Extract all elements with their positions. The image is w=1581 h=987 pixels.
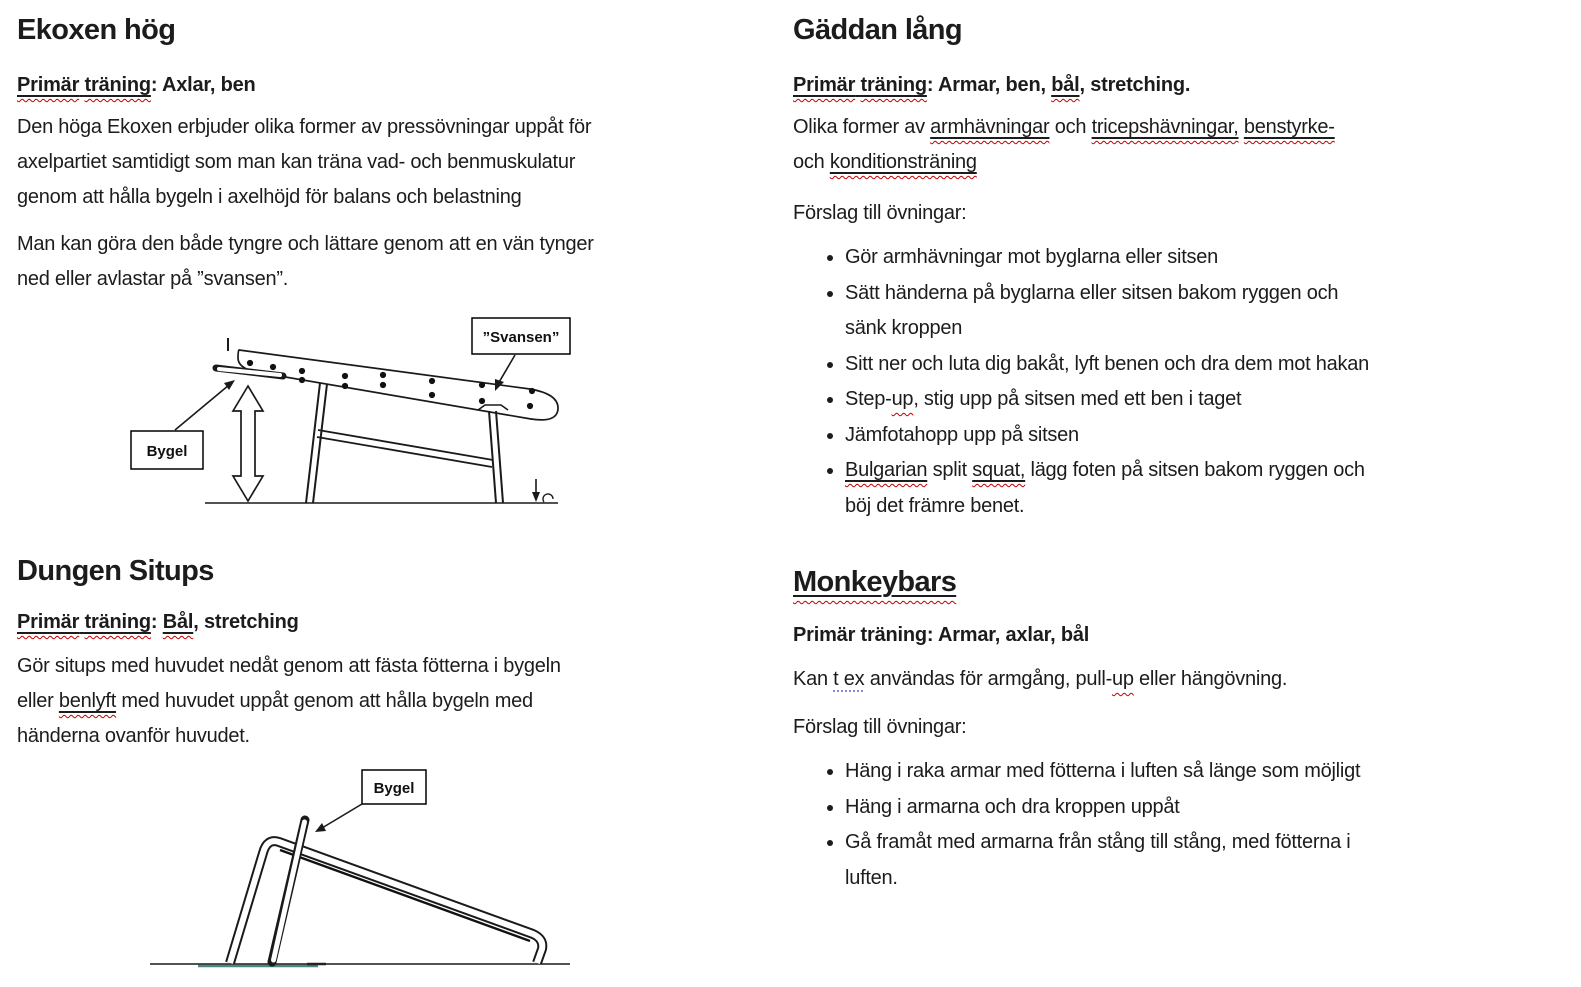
text-run: eller	[17, 690, 59, 712]
left-column	[17, 0, 762, 987]
text-line: sänk kroppen	[845, 317, 963, 339]
text-line: Häng i armarna och dra kroppen uppåt	[845, 795, 1180, 818]
section-title-ekoxen: Ekoxen hög	[17, 14, 176, 46]
underlined-term	[830, 151, 977, 173]
section-title-gaddan: Gäddan lång	[793, 14, 963, 46]
misspelled-word: tricepshävningar,	[1091, 116, 1239, 138]
misspelled-word: Primär	[793, 74, 856, 96]
section-title-monkeybars	[793, 564, 956, 600]
gaddan-exercise-list	[793, 240, 1563, 524]
list-item	[845, 276, 1563, 347]
gaddan-primary-training	[793, 72, 1563, 98]
text-line: luften.	[845, 866, 898, 889]
text-run: användas för armgång, pull-	[864, 668, 1112, 690]
dungen-diagram	[150, 762, 650, 987]
height-adjust-arrow-icon	[233, 386, 263, 501]
underlined-term	[1092, 116, 1239, 138]
monkeybars-exercise-intro: Förslag till övningar:	[793, 716, 967, 738]
list-item	[845, 382, 1563, 418]
misspelled-word: up	[1112, 668, 1134, 690]
separator: :	[150, 611, 163, 633]
text-run: , stig upp på sitsen med ett ben i taget	[913, 388, 1242, 410]
training-targets: : Armar, ben,	[926, 74, 1052, 96]
list-item	[845, 240, 1563, 276]
text-line: händerna ovanför huvudet.	[17, 725, 250, 747]
misspelled-word: Bål	[162, 611, 194, 633]
list-item	[845, 790, 1563, 826]
underlined-term	[17, 611, 151, 633]
monkeybars-primary-training: Primär träning: Armar, axlar, bål	[793, 624, 1090, 646]
ekoxen-paragraph-1	[17, 110, 762, 215]
misspelled-word: bål	[1051, 74, 1080, 96]
text-line: Sätt händerna på byglarna eller sitsen bakom ryggen och	[845, 281, 1339, 304]
text-line: Jämfotahopp upp på sitsen	[845, 423, 1079, 446]
underlined-term	[793, 74, 927, 96]
text-run: med huvudet uppåt genom att hålla bygeln med	[116, 690, 533, 712]
beam	[238, 350, 558, 420]
gaddan-paragraph	[793, 110, 1563, 180]
training-targets: , stretching.	[1079, 74, 1191, 96]
grammar-flagged-word: t ex	[833, 668, 865, 690]
list-item	[845, 347, 1563, 383]
text-run: lägg foten på sitsen bakom ryggen och	[1025, 459, 1365, 481]
text-line: axelpartiet samtidigt som man kan träna vad- och benmuskulatur	[17, 151, 576, 173]
bygel-label: Bygel	[146, 443, 188, 460]
svansen-label: ”Svansen”	[482, 329, 560, 346]
leg-brace	[317, 430, 493, 467]
misspelled-word: armhävningar	[930, 116, 1050, 138]
misspelled-word: Primär	[17, 74, 80, 96]
text-line: Gör armhävningar mot byglarna eller sitsen	[845, 246, 1219, 268]
text-run: och	[1049, 116, 1092, 138]
underlined-term	[17, 74, 151, 96]
small-down-arrowhead	[532, 492, 540, 502]
misspelled-word: up	[891, 388, 914, 410]
dungen-paragraph	[17, 649, 762, 754]
dungen-primary-training	[17, 609, 762, 635]
front-leg	[306, 383, 327, 503]
bygel-arrow	[322, 804, 362, 828]
text-run: Kan	[793, 668, 834, 690]
misspelled-word: träning	[84, 611, 151, 633]
text-run: Step-	[845, 388, 892, 410]
bygel-arrow	[175, 385, 229, 430]
training-targets: : Axlar, ben	[150, 74, 256, 96]
foot-detail	[543, 494, 553, 502]
underlined-term	[972, 459, 1025, 481]
underlined-term	[59, 690, 116, 712]
text-line: Man kan göra den både tyngre och lättare genom att en vän tynger	[17, 233, 594, 255]
underlined-term	[1244, 116, 1335, 138]
ekoxen-paragraph-2	[17, 227, 762, 297]
text-run: split	[927, 459, 973, 481]
misspelled-word: träning	[860, 74, 927, 96]
misspelled-word: squat,	[972, 459, 1026, 481]
list-item	[845, 754, 1563, 790]
underlined-term	[1051, 74, 1079, 96]
ekoxen-primary-training	[17, 72, 762, 98]
section-title-dungen: Dungen Situps	[17, 555, 214, 587]
svansen-arrow	[498, 355, 515, 384]
underlined-term	[845, 459, 927, 481]
text-line: böj det främre benet.	[845, 494, 1025, 517]
training-targets: , stretching	[193, 611, 299, 633]
text-line: Gå framåt med armarna från stång till stång, med fötterna i	[845, 831, 1351, 853]
underlined-term	[930, 116, 1049, 138]
list-item	[845, 825, 1563, 896]
text-line: Gör situps med huvudet nedåt genom att fästa fötterna i bygeln	[17, 655, 561, 677]
underlined-term	[163, 611, 194, 633]
text-run: och	[793, 151, 830, 173]
bygel-label: Bygel	[373, 780, 415, 797]
text-line: ned eller avlastar på ”svansen”.	[17, 268, 289, 290]
misspelled-word: Primär	[17, 611, 80, 633]
monkeybars-exercise-list	[793, 754, 1563, 896]
list-item	[845, 418, 1563, 454]
text-run: Olika former av	[793, 116, 931, 138]
text-line: genom att hålla bygeln i axelhöjd för balans och belastning	[17, 186, 522, 208]
frame-rail-accent	[280, 850, 530, 941]
list-item	[845, 453, 1563, 524]
misspelled-word: benstyrke-	[1243, 116, 1335, 138]
text-line: Den höga Ekoxen erbjuder olika former av pressövningar uppåt för	[17, 116, 592, 138]
ekoxen-diagram	[115, 311, 580, 509]
text-run: eller hängövning.	[1133, 668, 1288, 690]
misspelled-word: träning	[84, 74, 151, 96]
text-line: Häng i raka armar med fötterna i luften så länge som möjligt	[845, 760, 1361, 782]
right-column	[793, 0, 1563, 896]
misspelled-word: konditionsträning	[829, 151, 977, 173]
monkeybars-paragraph	[793, 662, 1563, 697]
rear-leg	[478, 405, 508, 503]
misspelled-word: Bulgarian	[845, 459, 928, 481]
text-line: Sitt ner och luta dig bakåt, lyft benen och dra dem mot hakan	[845, 352, 1369, 375]
misspelled-word: benlyft	[58, 690, 117, 712]
misspelled-word: Monkeybars	[793, 566, 957, 598]
gaddan-exercise-intro: Förslag till övningar:	[793, 202, 967, 224]
